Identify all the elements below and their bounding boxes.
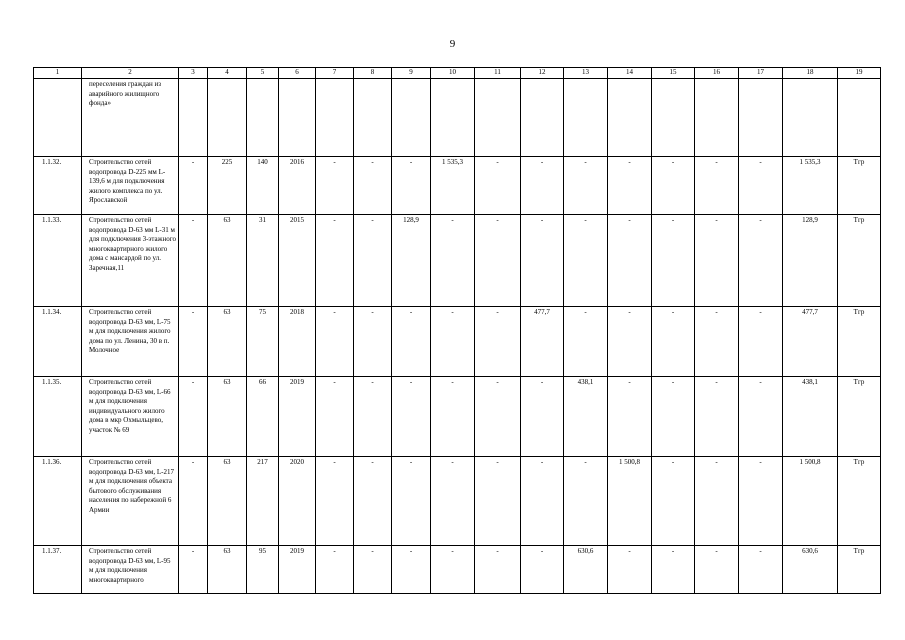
table-cell: Тгр	[838, 307, 881, 377]
table-row	[34, 79, 881, 157]
row-code: 1.1.32.	[34, 157, 82, 215]
table-cell: -	[179, 546, 208, 594]
table-cell: -	[475, 377, 521, 457]
table-row	[34, 157, 881, 215]
column-header: 6	[279, 68, 316, 79]
column-header: 15	[652, 68, 695, 79]
table-row	[34, 307, 881, 377]
table-cell: -	[521, 157, 564, 215]
table-cell: 2019	[279, 546, 316, 594]
table-cell: 2015	[279, 215, 316, 307]
row-code	[34, 79, 82, 157]
table-cell: -	[392, 457, 431, 546]
table-cell: 63	[208, 546, 247, 594]
column-header: 2	[82, 68, 179, 79]
table-cell: -	[521, 215, 564, 307]
table-cell	[179, 79, 208, 157]
table-cell	[475, 79, 521, 157]
table-cell: -	[179, 307, 208, 377]
row-description: Строительство сетей водопровода D-63 мм L-31 м для подключения 3-этажного многоквартирного жилого дома с мансардой по ул. Заречная,11	[82, 215, 179, 307]
table-row	[34, 215, 881, 307]
column-header: 4	[208, 68, 247, 79]
table-cell: -	[695, 157, 739, 215]
table-cell: -	[521, 546, 564, 594]
data-table	[33, 67, 881, 594]
table-cell: -	[179, 377, 208, 457]
table-cell: 63	[208, 457, 247, 546]
column-header: 13	[564, 68, 608, 79]
table-cell: 438,1	[564, 377, 608, 457]
table-cell: -	[521, 377, 564, 457]
column-header: 7	[316, 68, 354, 79]
table-cell	[354, 79, 392, 157]
table-cell: -	[354, 157, 392, 215]
table-cell: -	[392, 546, 431, 594]
table-cell: -	[564, 307, 608, 377]
table-cell	[652, 79, 695, 157]
table-cell	[838, 79, 881, 157]
table-cell: -	[739, 215, 783, 307]
table-cell: 95	[247, 546, 279, 594]
table-cell: -	[608, 307, 652, 377]
column-header: 16	[695, 68, 739, 79]
table-cell	[521, 79, 564, 157]
table-cell: -	[354, 457, 392, 546]
table-cell: -	[695, 307, 739, 377]
column-header: 12	[521, 68, 564, 79]
row-description: Строительство сетей водопровода D-63 мм, L-66 м для подключения индивидуального жилого дома в мкр Охмыльцево, участок № 69	[82, 377, 179, 457]
table-cell: -	[354, 377, 392, 457]
column-header: 1	[34, 68, 82, 79]
table-cell: -	[652, 307, 695, 377]
table-cell: -	[354, 546, 392, 594]
column-header: 3	[179, 68, 208, 79]
table-cell: 66	[247, 377, 279, 457]
table-cell: -	[179, 215, 208, 307]
table-cell: -	[564, 157, 608, 215]
column-header: 5	[247, 68, 279, 79]
table-cell: -	[392, 307, 431, 377]
table-cell: -	[316, 377, 354, 457]
table-cell: 2020	[279, 457, 316, 546]
table-cell: Тгр	[838, 215, 881, 307]
table-cell: 630,6	[564, 546, 608, 594]
table-cell: 1 500,8	[608, 457, 652, 546]
table-cell: -	[354, 215, 392, 307]
table-cell: -	[695, 457, 739, 546]
table-cell	[564, 79, 608, 157]
table-row	[34, 546, 881, 594]
table-cell: -	[431, 546, 475, 594]
table-cell: -	[475, 546, 521, 594]
table-row	[34, 377, 881, 457]
table-cell	[739, 79, 783, 157]
column-header: 9	[392, 68, 431, 79]
row-description: Строительство сетей водопровода D-63 мм, L-75 м для подключения жилого дома по ул. Ленина, 30 в п. Молочное	[82, 307, 179, 377]
table-cell: 438,1	[783, 377, 838, 457]
row-description: Строительство сетей водопровода D-225 мм L-139,6 м для подключения жилого комплекса по ул. Ярославской	[82, 157, 179, 215]
table-cell	[783, 79, 838, 157]
table-cell: -	[739, 457, 783, 546]
table-cell: -	[354, 307, 392, 377]
table-cell: 225	[208, 157, 247, 215]
table-cell: -	[652, 215, 695, 307]
page-number: 9	[449, 38, 456, 50]
row-description: Строительство сетей водопровода D-63 мм, L-95 м для подключения многоквартирного	[82, 546, 179, 594]
column-header: 17	[739, 68, 783, 79]
table-cell: -	[475, 157, 521, 215]
table-cell: -	[564, 457, 608, 546]
table-cell: -	[608, 377, 652, 457]
table-cell: -	[739, 157, 783, 215]
table-cell: 477,7	[521, 307, 564, 377]
table-cell: 128,9	[783, 215, 838, 307]
table-cell: -	[431, 377, 475, 457]
table-cell: -	[652, 157, 695, 215]
table-cell	[247, 79, 279, 157]
table-cell: Тгр	[838, 457, 881, 546]
column-header: 8	[354, 68, 392, 79]
table-cell: -	[179, 457, 208, 546]
table-cell: -	[316, 457, 354, 546]
table-cell: -	[652, 457, 695, 546]
table-cell: 1 535,3	[431, 157, 475, 215]
table-cell: 63	[208, 215, 247, 307]
table-cell: -	[608, 215, 652, 307]
column-header: 11	[475, 68, 521, 79]
table-cell: 217	[247, 457, 279, 546]
table-cell: Тгр	[838, 377, 881, 457]
table-cell	[608, 79, 652, 157]
table-cell: -	[431, 457, 475, 546]
table-cell: -	[739, 307, 783, 377]
column-header: 14	[608, 68, 652, 79]
table-header-row	[34, 68, 881, 79]
table-cell: 2018	[279, 307, 316, 377]
table-cell	[316, 79, 354, 157]
table-cell: 477,7	[783, 307, 838, 377]
table-cell: -	[739, 546, 783, 594]
table-cell: -	[695, 546, 739, 594]
table-cell: -	[695, 377, 739, 457]
table-row	[34, 457, 881, 546]
table-cell: 63	[208, 307, 247, 377]
row-code: 1.1.33.	[34, 215, 82, 307]
table-cell	[279, 79, 316, 157]
table-cell: -	[431, 307, 475, 377]
table-cell	[208, 79, 247, 157]
table-cell: -	[608, 157, 652, 215]
table-cell: 630,6	[783, 546, 838, 594]
table-cell: 63	[208, 377, 247, 457]
table-cell: -	[431, 215, 475, 307]
row-code: 1.1.35.	[34, 377, 82, 457]
table-cell: -	[608, 546, 652, 594]
table-cell: 128,9	[392, 215, 431, 307]
table-cell: -	[695, 215, 739, 307]
table-cell: 75	[247, 307, 279, 377]
row-code: 1.1.36.	[34, 457, 82, 546]
table-cell: 1 535,3	[783, 157, 838, 215]
table-cell: -	[652, 546, 695, 594]
row-code: 1.1.37.	[34, 546, 82, 594]
table-cell	[392, 79, 431, 157]
table-cell: -	[475, 457, 521, 546]
column-header: 10	[431, 68, 475, 79]
table-cell: -	[179, 157, 208, 215]
table-cell: Тгр	[838, 157, 881, 215]
table-cell: -	[521, 457, 564, 546]
column-header: 18	[783, 68, 838, 79]
table-cell: -	[739, 377, 783, 457]
table-cell: -	[316, 157, 354, 215]
table-cell: 2019	[279, 377, 316, 457]
table-cell: -	[392, 157, 431, 215]
table-cell: -	[316, 307, 354, 377]
table-cell: -	[316, 215, 354, 307]
table-cell: -	[564, 215, 608, 307]
table-cell: 1 500,8	[783, 457, 838, 546]
table-cell: -	[652, 377, 695, 457]
column-header: 19	[838, 68, 881, 79]
row-code: 1.1.34.	[34, 307, 82, 377]
table-cell: 2016	[279, 157, 316, 215]
table-cell: -	[316, 546, 354, 594]
table-cell	[695, 79, 739, 157]
table-cell: 31	[247, 215, 279, 307]
table-cell: -	[475, 307, 521, 377]
table-cell	[431, 79, 475, 157]
row-description: переселения граждан из аварийного жилищного фонда»	[82, 79, 179, 157]
row-description: Строительство сетей водопровода D-63 мм, L-217 м для подключения объекта бытового обслуживания населения по набережной 6 Армии	[82, 457, 179, 546]
table-cell: -	[392, 377, 431, 457]
table-cell: Тгр	[838, 546, 881, 594]
table-cell: 140	[247, 157, 279, 215]
table-cell: -	[475, 215, 521, 307]
